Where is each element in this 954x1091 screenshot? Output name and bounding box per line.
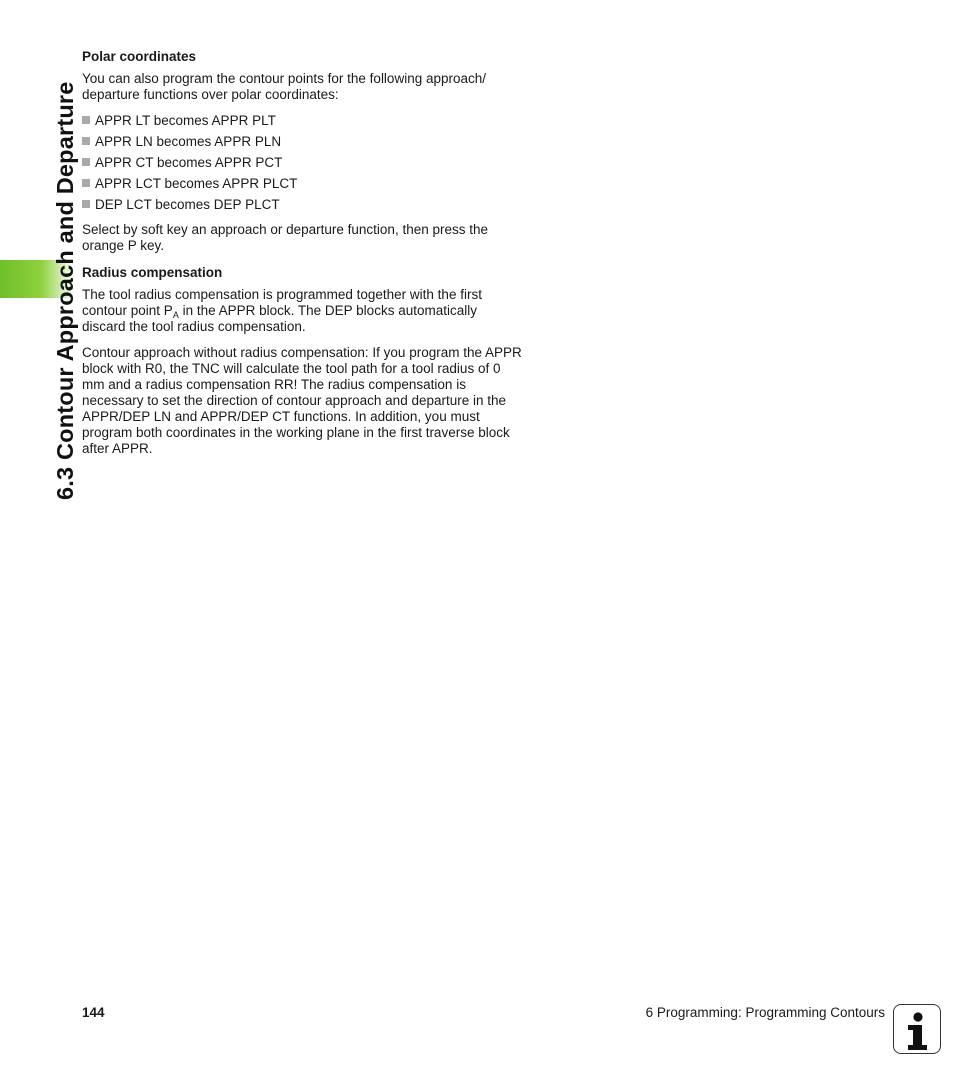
chapter-title: 6.3 Contour Approach and Departure	[52, 81, 78, 500]
info-icon	[893, 1004, 941, 1054]
polar-coordinates-heading: Polar coordinates	[82, 49, 197, 64]
radius-p1-text-b: in the APPR block. The DEP blocks automatically discard the tool radius compensation.	[82, 303, 477, 334]
polar-function-list	[82, 113, 522, 213]
radius-p1-subscript: A	[172, 310, 179, 320]
footer-chapter-title: 6 Programming: Programming Contours	[645, 1005, 885, 1020]
list-item: APPR LT becomes APPR PLT	[82, 113, 522, 129]
radius-p1-text-a: The tool radius compensation is programmed together with the first contour point P	[82, 287, 482, 318]
list-item: APPR LN becomes APPR PLN	[82, 134, 522, 150]
list-item: DEP LCT becomes DEP PLCT	[82, 197, 522, 213]
list-item: APPR LCT becomes APPR PLCT	[82, 176, 522, 192]
radius-paragraph-2: Contour approach without radius compensation: If you program the APPR block with R0, the TNC will calculate the tool path for a tool radius of 0 mm and a radius compensation RR! The radius compensation is necessary to set the direction of contour approach and departure in the APPR/DEP LN and APPR/DEP CT functions. In addition, you must program both coordinates in the working plane in the first traverse block after APPR.	[82, 345, 522, 456]
polar-note: Select by soft key an approach or departure function, then press the orange P key.	[82, 222, 488, 253]
main-content	[82, 48, 522, 467]
polar-intro: You can also program the contour points for the following approach/ departure functions over polar coordinates:	[82, 71, 487, 102]
page-number: 144	[82, 1005, 105, 1020]
list-item: APPR CT becomes APPR PCT	[82, 155, 522, 171]
chapter-sidebar	[0, 0, 78, 520]
radius-paragraph-1	[82, 287, 522, 335]
radius-compensation-heading: Radius compensation	[82, 265, 223, 280]
